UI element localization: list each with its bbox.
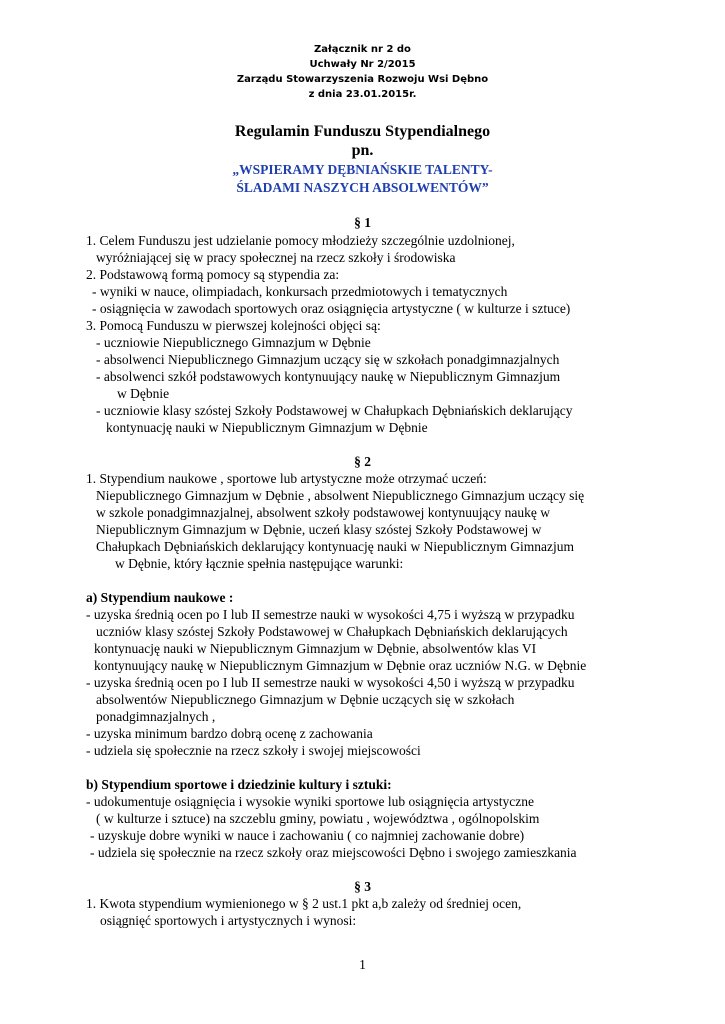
stipend-academic-heading: a) Stypendium naukowe : (86, 590, 234, 605)
document-title-pn: pn. (351, 142, 374, 159)
section-3-heading: § 3 (354, 879, 371, 894)
section-2-line: Niepublicznego Gimnazjum w Dębnie , absolwent Niepublicznego Gimnazjum uczący się (96, 488, 585, 503)
section-3-line: 1. Kwota stypendium wymienionego w § 2 ust.1 pkt a,b zależy od średniej ocen, (86, 896, 522, 911)
slogan-line-1: „WSPIERAMY DĘBNIAŃSKIE TALENTY- (232, 162, 493, 177)
section-3-line: osiągnięć sportowych i artystycznych i wynosi: (100, 913, 357, 928)
academic-condition-line: - uzyska minimum bardzo dobrą ocenę z zachowania (86, 726, 373, 741)
academic-condition-line: kontynuację nauki w Niepublicznym Gimnazjum w Dębnie, absolwentów klas VI (94, 641, 537, 656)
attachment-header-line-3: Zarządu Stowarzyszenia Rozwoju Wsi Dębno (236, 74, 489, 85)
academic-condition-line: absolwentów Niepublicznego Gimnazjum w Dębnie uczących się w szkołach (96, 692, 515, 707)
section-1-line: - uczniowie klasy szóstej Szkoły Podstawowej w Chałupkach Dębniańskich deklarujący (96, 403, 573, 418)
section-1-heading: § 1 (354, 215, 371, 230)
slogan-line-2: ŚLADAMI NASZYCH ABSOLWENTÓW” (236, 180, 489, 195)
sport-culture-condition-line: - udziela się społecznie na rzecz szkoły oraz miejscowości Dębno i swojego zamieszkania (90, 845, 577, 860)
section-1-line: kontynuację nauki w Niepublicznym Gimnazjum w Dębnie (106, 420, 428, 435)
academic-condition-line: ponadgimnazjalnych , (96, 709, 216, 724)
section-1-line: 1. Celem Funduszu jest udzielanie pomocy młodzieży szczególnie uzdolnionej, (86, 233, 515, 248)
section-2-line: Niepublicznym Gimnazjum w Dębnie, uczeń klasy szóstej Szkoły Podstawowej w (96, 522, 542, 537)
academic-condition-line: - uzyska średnią ocen po I lub II semestrze nauki w wysokości 4,50 i wyższą w przypadku (86, 675, 575, 690)
section-1-line: 3. Pomocą Funduszu w pierwszej kolejności objęci są: (86, 318, 381, 333)
section-1-line: wyróżniającej się w pracy społecznej na rzecz szkoły i środowiska (96, 250, 456, 265)
section-1-line: - osiągnięcia w zawodach sportowych oraz osiągnięcia artystyczne ( w kulturze i sztuce) (92, 301, 571, 316)
page-number: 1 (359, 957, 366, 972)
section-1-line: w Dębnie (117, 386, 170, 401)
attachment-header-line-4: z dnia 23.01.2015r. (308, 89, 417, 100)
section-2-heading: § 2 (354, 454, 371, 469)
section-2-line: w Dębnie, który łącznie spełnia następujące warunki: (115, 556, 404, 571)
document-title: Regulamin Funduszu Stypendialnego (234, 123, 491, 140)
academic-condition-line: - uzyska średnią ocen po I lub II semestrze nauki w wysokości 4,75 i wyższą w przypadku (86, 607, 575, 622)
academic-condition-line: uczniów klasy szóstej Szkoły Podstawowej w Chałupkach Dębniańskich deklarujących (96, 624, 568, 639)
section-2-line: 1. Stypendium naukowe , sportowe lub artystyczne może otrzymać uczeń: (86, 471, 487, 486)
stipend-sport-culture-heading: b) Stypendium sportowe i dziedzinie kultury i sztuki: (86, 777, 392, 792)
sport-culture-condition-line: ( w kulturze i sztuce) na szczeblu gminy, powiatu , województwa , ogólnopolskim (96, 811, 540, 826)
sport-culture-condition-line: - uzyskuje dobre wyniki w nauce i zachowaniu ( co najmniej zachowanie dobre) (90, 828, 525, 843)
section-2-line: w szkole ponadgimnazjalnej, absolwent szkoły podstawowej kontynuujący naukę w (96, 505, 551, 520)
academic-condition-line: - udziela się społecznie na rzecz szkoły i swojej miejscowości (86, 743, 421, 758)
section-1-line: 2. Podstawową formą pomocy są stypendia za: (86, 267, 340, 282)
section-1-line: - wyniki w nauce, olimpiadach, konkursach przedmiotowych i tematycznych (92, 284, 508, 299)
attachment-header-line-1: Załącznik nr 2 do (314, 44, 411, 55)
attachment-header-line-2: Uchwały Nr 2/2015 (309, 59, 416, 70)
section-2-line: Chałupkach Dębniańskich deklarujący kontynuację nauki w Niepublicznym Gimnazjum (96, 539, 574, 554)
section-1-line: - absolwenci szkół podstawowych kontynuujący naukę w Niepublicznym Gimnazjum (96, 369, 561, 384)
academic-condition-line: kontynuujący naukę w Niepublicznym Gimnazjum w Dębnie oraz uczniów N.G. w Dębnie (94, 658, 587, 673)
section-1-line: - uczniowie Niepublicznego Gimnazjum w Dębnie (96, 335, 371, 350)
section-1-line: - absolwenci Niepublicznego Gimnazjum uczący się w szkołach ponadgimnazjalnych (96, 352, 560, 367)
sport-culture-condition-line: - udokumentuje osiągnięcia i wysokie wyniki sportowe lub osiągnięcia artystyczne (86, 794, 535, 809)
